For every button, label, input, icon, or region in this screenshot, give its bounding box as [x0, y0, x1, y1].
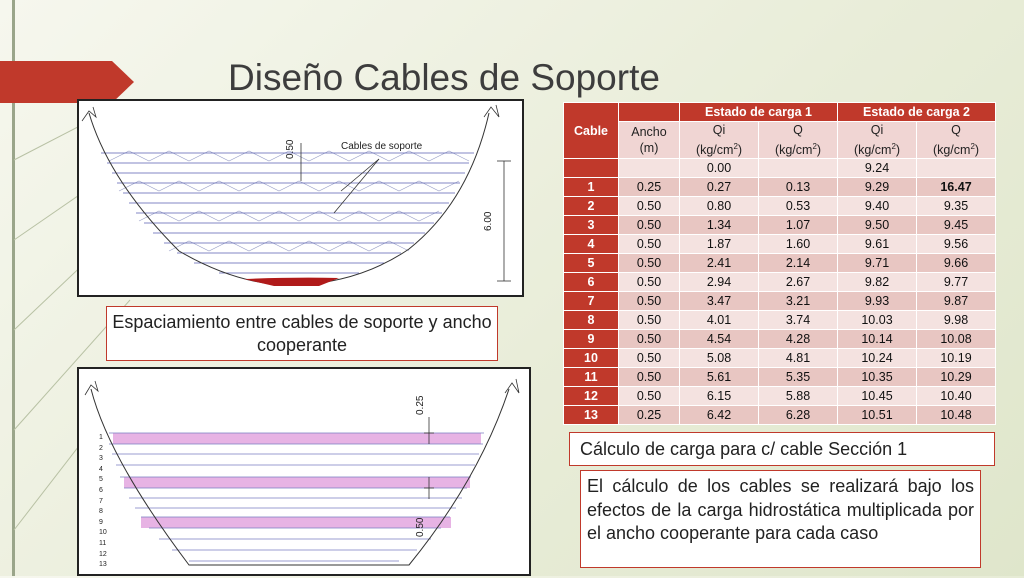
cell-ancho: 0.50 — [619, 349, 680, 368]
cell-ancho: 0.50 — [619, 235, 680, 254]
cell-cable: 3 — [564, 216, 619, 235]
blank-cell — [759, 159, 838, 178]
cable-number: 10 — [99, 529, 107, 537]
cable-number: 7 — [99, 497, 103, 505]
cell-cable: 6 — [564, 273, 619, 292]
dim-top-label: 0.25 — [415, 395, 426, 415]
cell-q2: 9.56 — [917, 235, 996, 254]
cross-section-top-figure — [77, 99, 524, 297]
cell-ancho: 0.50 — [619, 216, 680, 235]
cell-q2: 9.98 — [917, 311, 996, 330]
cell-q2: 10.40 — [917, 387, 996, 406]
dim-height-label: 6.00 — [483, 211, 494, 231]
cell-qi1: 4.01 — [680, 311, 759, 330]
cell-q1: 3.74 — [759, 311, 838, 330]
cable-number: 8 — [99, 508, 103, 516]
cell-qi1: 4.54 — [680, 330, 759, 349]
cell-qi2: 9.93 — [838, 292, 917, 311]
cell-ancho: 0.25 — [619, 178, 680, 197]
cable-number: 4 — [99, 465, 103, 473]
cell-qi1: 2.41 — [680, 254, 759, 273]
page-title: Diseño Cables de Soporte — [228, 57, 660, 98]
cell-q1: 3.21 — [759, 292, 838, 311]
cable-number: 12 — [99, 550, 107, 558]
unit-label: $(kg/cm^2)$ — [695, 141, 743, 157]
qi-label: Qi — [870, 123, 884, 138]
table-column-header-row — [564, 122, 996, 159]
cell-q1: 0.13 — [759, 178, 838, 197]
table-row — [564, 349, 996, 368]
cables-label: Cables de soporte — [341, 141, 423, 152]
table-row — [564, 387, 996, 406]
group-header-2: Estado de carga 2 — [838, 103, 996, 122]
col-qi2-header — [838, 122, 917, 159]
cable-number: 13 — [99, 561, 107, 569]
cell-ancho: 0.50 — [619, 330, 680, 349]
cell-cable: 10 — [564, 349, 619, 368]
cell-cable: 2 — [564, 197, 619, 216]
cell-qi2: 10.14 — [838, 330, 917, 349]
cell-qi1: 5.61 — [680, 368, 759, 387]
table-row — [564, 216, 996, 235]
spacing-caption: Espaciamiento entre cables de soporte y ancho cooperante — [106, 306, 498, 361]
table-row — [564, 311, 996, 330]
cell-qi2: 10.03 — [838, 311, 917, 330]
cell-qi2: 9.61 — [838, 235, 917, 254]
table-row — [564, 292, 996, 311]
table-row — [564, 273, 996, 292]
cable-number: 2 — [99, 444, 103, 452]
cell-q1: 0.53 — [759, 197, 838, 216]
cell-q1: 2.14 — [759, 254, 838, 273]
cell-q1: 2.67 — [759, 273, 838, 292]
cell-qi2: 10.45 — [838, 387, 917, 406]
cell-qi2: 9.29 — [838, 178, 917, 197]
group-header-1: Estado de carga 1 — [680, 103, 838, 122]
cell-qi2: 9.50 — [838, 216, 917, 235]
cell-qi2: 9.71 — [838, 254, 917, 273]
cell-qi1: 1.34 — [680, 216, 759, 235]
cell-ancho: 0.50 — [619, 292, 680, 311]
cell-q2: 16.47 — [917, 178, 996, 197]
cell-ancho: 0.50 — [619, 197, 680, 216]
cell-cable: 11 — [564, 368, 619, 387]
cell-q1: 6.28 — [759, 406, 838, 425]
dim-spacing-label: 0.50 — [285, 139, 296, 159]
cell-qi1: 0.80 — [680, 197, 759, 216]
cable-number: 5 — [99, 476, 103, 484]
cell-cable: 7 — [564, 292, 619, 311]
table-row — [564, 254, 996, 273]
cell-q2: 10.29 — [917, 368, 996, 387]
cell-qi2: 10.51 — [838, 406, 917, 425]
initial-qi2: 9.24 — [838, 159, 917, 178]
q-label: Q — [793, 123, 803, 138]
cell-q2: 9.35 — [917, 197, 996, 216]
cell-ancho: 0.50 — [619, 273, 680, 292]
cell-qi1: 6.15 — [680, 387, 759, 406]
cell-q1: 1.07 — [759, 216, 838, 235]
col-q2-header — [917, 122, 996, 159]
cable-number: 11 — [99, 539, 107, 547]
blank-cell — [619, 159, 680, 178]
initial-qi1: 0.00 — [680, 159, 759, 178]
cross-section-bottom-drawing — [79, 369, 529, 578]
cell-ancho: 0.50 — [619, 254, 680, 273]
cell-q2: 9.45 — [917, 216, 996, 235]
cell-q2: 9.87 — [917, 292, 996, 311]
cell-ancho: 0.25 — [619, 406, 680, 425]
unit-label: $(kg/cm^2)$ — [853, 141, 901, 157]
cell-cable: 9 — [564, 330, 619, 349]
cable-number: 1 — [99, 434, 103, 441]
table-row — [564, 197, 996, 216]
description-caption: El cálculo de los cables se realizará bajo los efectos de la carga hidrostática multiplicada por el ancho cooperante para cada caso — [580, 470, 981, 568]
cell-q1: 4.28 — [759, 330, 838, 349]
cross-section-bottom-figure — [77, 367, 531, 576]
table-row — [564, 235, 996, 254]
cell-q2: 10.19 — [917, 349, 996, 368]
cable-number: 9 — [99, 518, 103, 526]
col-ancho-header: Ancho (m) — [619, 122, 680, 159]
cell-ancho: 0.50 — [619, 368, 680, 387]
dim-spacing-label-bottom: 0.50 — [415, 517, 426, 537]
cell-ancho: 0.50 — [619, 311, 680, 330]
cell-qi1: 6.42 — [680, 406, 759, 425]
cell-q1: 4.81 — [759, 349, 838, 368]
blank-index-cell — [564, 159, 619, 178]
cell-qi2: 9.82 — [838, 273, 917, 292]
cell-q2: 10.48 — [917, 406, 996, 425]
cell-qi1: 3.47 — [680, 292, 759, 311]
qi-label: Qi — [712, 123, 726, 138]
table-row-initial — [564, 159, 996, 178]
cell-ancho: 0.50 — [619, 387, 680, 406]
cell-qi1: 1.87 — [680, 235, 759, 254]
cell-cable: 13 — [564, 406, 619, 425]
cell-q1: 5.35 — [759, 368, 838, 387]
cell-q2: 10.08 — [917, 330, 996, 349]
cable-number: 3 — [99, 455, 103, 463]
blank-header-cell — [619, 103, 680, 122]
col-qi1-header — [680, 122, 759, 159]
table-row — [564, 330, 996, 349]
cable-number-column — [99, 433, 107, 571]
cell-q2: 9.77 — [917, 273, 996, 292]
cell-cable: 8 — [564, 311, 619, 330]
cell-q2: 9.66 — [917, 254, 996, 273]
cell-cable: 12 — [564, 387, 619, 406]
col-cable-header: Cable — [564, 103, 619, 159]
table-row — [564, 178, 996, 197]
cell-q1: 5.88 — [759, 387, 838, 406]
cell-qi2: 9.40 — [838, 197, 917, 216]
cell-cable: 4 — [564, 235, 619, 254]
col-q1-header — [759, 122, 838, 159]
cell-qi1: 0.27 — [680, 178, 759, 197]
cross-section-top-drawing — [79, 101, 522, 295]
table-row — [564, 406, 996, 425]
cell-qi1: 5.08 — [680, 349, 759, 368]
cell-q1: 1.60 — [759, 235, 838, 254]
cell-cable: 1 — [564, 178, 619, 197]
load-table — [563, 102, 996, 425]
unit-label: $(kg/cm^2)$ — [774, 141, 822, 157]
calc-caption: Cálculo de carga para c/ cable Sección 1 — [569, 432, 995, 466]
title-accent-arrow — [0, 61, 134, 103]
cable-number: 6 — [99, 486, 103, 494]
unit-label: $(kg/cm^2)$ — [932, 141, 980, 157]
table-row — [564, 368, 996, 387]
cell-qi1: 2.94 — [680, 273, 759, 292]
cell-qi2: 10.35 — [838, 368, 917, 387]
table-group-header-row — [564, 103, 996, 122]
cell-cable: 5 — [564, 254, 619, 273]
cell-qi2: 10.24 — [838, 349, 917, 368]
q-label: Q — [951, 123, 961, 138]
blank-cell — [917, 159, 996, 178]
